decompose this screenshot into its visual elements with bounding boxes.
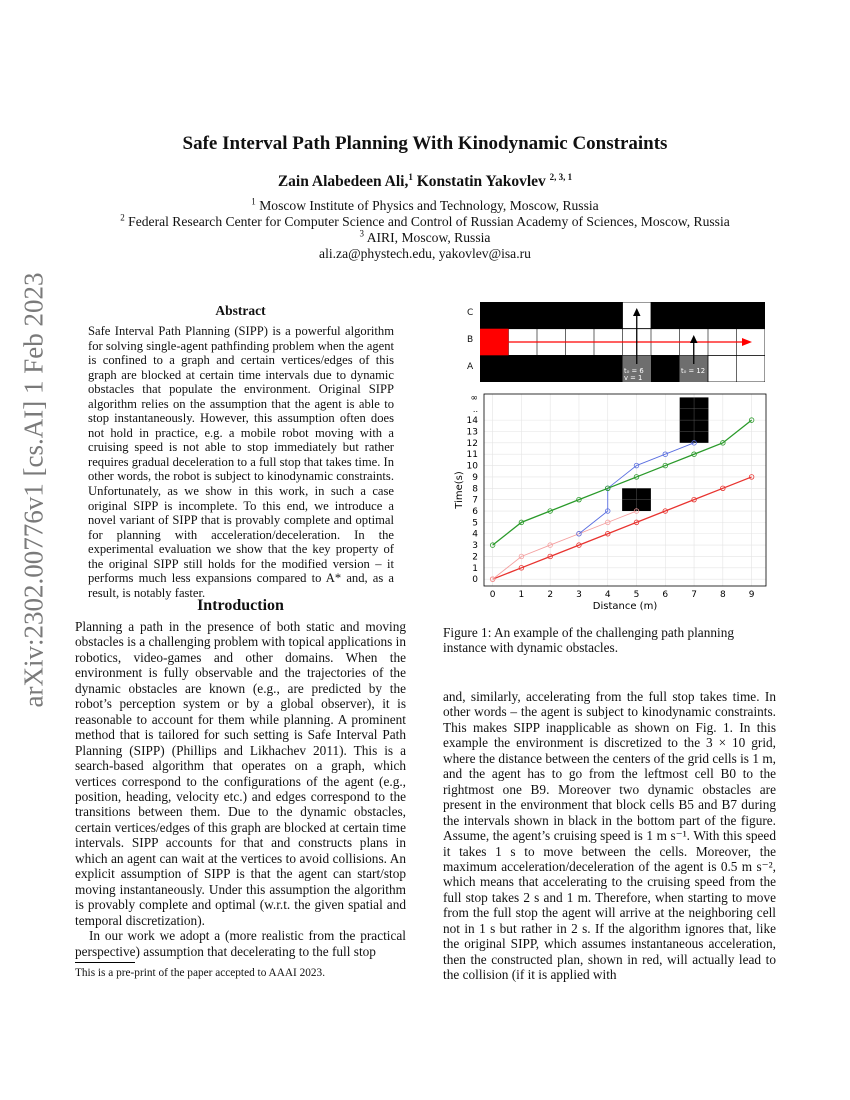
x-tick-label: 1	[518, 590, 525, 600]
affiliation-1: $^1$ Moscow Institute of Physics and Technology, Moscow, Russia	[251, 196, 599, 213]
y-tick-label: 1	[472, 563, 478, 574]
figure-caption: Figure 1: An example of the challenging path planning instance with dynamic obstacles.	[443, 625, 734, 656]
footnote-rule	[75, 962, 135, 963]
x-tick-label: 8	[719, 590, 726, 600]
wall-row-a-left	[480, 355, 623, 382]
x-tick-label: 4	[604, 590, 611, 600]
row-label-b: B	[467, 335, 474, 345]
author-list	[0, 173, 850, 191]
arxiv-identifier: arXiv:2302.00776v1 [cs.AI] 1 Feb 2023	[18, 272, 49, 708]
y-tick-label: 11	[466, 450, 478, 461]
y-tick-label: 12	[466, 438, 478, 449]
wall-row-c-right	[651, 302, 765, 329]
intro-paragraph-2: In our work we adopt a (more realistic from the practical perspective) assumption that decelerating to the full stop	[75, 928, 406, 959]
intro-paragraph-1: Planning a path in the presence of both static and moving obstacles is a challenging problem with topical applications in robotics, video-games and other domains. When the environment is fully observable and the trajectories of the dynamic obstacles are known (e.g., are predicted by the robot’s perception system or by a global observer), it is reasonable to account for them while planning. A prominent method that is tailored for such setting is Safe Interval Path Planning (SIPP) (Phillips and Likhachev 2011). This is a search-based algorithm that operates on a graph, which vertices correspond to the configurations of the agent (e.g., position, heading, velocity etc.) and edges correspond to the transitions between them. Due to the dynamic obstacles, certain vertices/edges of this graph are blocked at certain time intervals. SIPP accounts for that and constructs plans in which an agent can wait at the vertices to avoid collisions. An explicit assumption of SIPP is that the agent can start/stop moving instantaneously. Under this assumption the algorithm is provably complete and optimal (w.r.t. the given spatial and temporal discretization).	[75, 619, 406, 928]
introduction-heading: Introduction	[197, 597, 284, 614]
green-plan-line	[493, 420, 752, 545]
introduction-body	[75, 619, 406, 959]
x-tick-label: 3	[576, 590, 582, 600]
author-1: Zain Alabedeen Ali,	[277, 173, 409, 190]
paper-title: Safe Interval Path Planning With Kinodynamic Constraints	[182, 133, 668, 154]
x-tick-label: 5	[633, 590, 640, 600]
obstacle-2-time-label: t₀ = 12	[681, 367, 706, 375]
right-column-paragraph: and, similarly, accelerating from the full stop takes time. In other words – the agent is subject to kinodynamic constraints. This makes SIPP inapplicable as shown on Fig. 1. In this example the environment is discretized to the 3 × 10 grid, where the distance between the centers of the grid cells is 1 m, and the agent has to go from the leftmost cell B0 to the rightmost one B9. Moreover two dynamic obstacles are present in the environment that block cells B5 and B7 during the intervals shown in black in the bottom part of the figure. Assume, the agent’s cruising speed is 1 m s⁻¹. With this speed it takes 1 s to move between the cells. Moreover, the maximum acceleration/deceleration of the agent is 0.5 m s⁻², which means that accelerating to the cruising speed from the full stop takes 2 s and 1 m. Therefore, when starting to move from the full stop the agent will arrive at the neighboring cell not in 1 s but rather in 2 s. If the algorithm ignores that, like the original SIPP, which assumes instantaneous acceleration, then the constructed plan, shown in red, will actually lead to the collision (if it is applied with	[443, 689, 776, 983]
y-tick-label: 13	[466, 427, 478, 438]
time-distance-chart	[450, 386, 770, 611]
y-axis-label: Time(s)	[454, 471, 465, 509]
author-2-affiliation: 2, 3, 1	[549, 171, 573, 182]
y-tick-label: 7	[472, 495, 478, 506]
footnote: This is a pre-print of the paper accepted to AAAI 2023.	[75, 967, 326, 979]
right-column-body	[443, 689, 776, 983]
y-tick-label: 8	[472, 484, 478, 495]
author-2: Konstatin Yakovlev	[416, 173, 546, 190]
y-tick-label: 2	[472, 552, 478, 563]
x-tick-label: 9	[748, 590, 755, 600]
author-emails: ali.za@phystech.edu, yakovlev@isa.ru	[319, 246, 531, 261]
y-tick-label: 4	[472, 529, 478, 540]
wall-row-c-left	[480, 302, 623, 329]
abstract-text: Safe Interval Path Planning (SIPP) is a powerful algorithm for solving single-agent pathfinding problem when the agent is confined to a graph and certain vertices/edges of this graph are blocked at certain time intervals due to dynamic obstacles that populate the environment. Original SIPP algorithm relies on the assumption that the agent is able to stop instantaneously. However, this assumption often does not hold in practice, e.g. a mobile robot moving with a cruising speed is not able to stop immediately but rather requires gradual deceleration to a full stop that takes time. In other words, the robot is subject to kinodynamic constraints. Unfortunately, as we show in this work, in such a case original SIPP is incomplete. To this end, we introduce a novel variant of SIPP that is provably complete and optimal for planning with acceleration/deceleration. In the experimental evaluation we show that the key property of the original SIPP still holds for the modified version – it performs much less expansions compared to A* and, as a result, is notably faster.	[88, 324, 394, 600]
grid-figure	[480, 302, 765, 382]
x-tick-label: 0	[489, 590, 496, 600]
affiliation-2: $^2$ Federal Research Center for Computer Science and Control of Russian Academy of Sciences, Moscow, Russia	[120, 212, 730, 229]
affiliation-3: $^3$ AIRI, Moscow, Russia	[359, 228, 491, 245]
y-tick-label: 0	[472, 575, 478, 586]
abstract-heading: Abstract	[215, 303, 266, 318]
x-axis-label: Distance (m)	[592, 601, 658, 611]
y-tick-label: 5	[472, 518, 478, 529]
wall-row-a-mid	[651, 355, 680, 382]
row-label-c: C	[467, 308, 474, 318]
y-tick-label-dots: ..	[472, 404, 478, 414]
obstacle-1-speed-label: v = 1	[624, 374, 643, 382]
x-tick-label: 6	[662, 590, 669, 600]
y-tick-label: 14	[466, 416, 478, 427]
y-tick-label: 10	[466, 461, 478, 472]
x-tick-label: 7	[691, 590, 697, 600]
y-tick-label: 9	[472, 472, 478, 483]
y-tick-label-infinity: ∞	[470, 393, 478, 404]
x-tick-label: 2	[547, 590, 554, 600]
y-tick-label: 6	[472, 507, 478, 518]
red-plan-line	[493, 477, 752, 579]
y-tick-label: 3	[472, 541, 478, 552]
obstacle-1-time-label: t₀ = 6	[624, 367, 644, 375]
row-label-a: A	[467, 362, 474, 372]
author-1-affiliation: 1	[408, 171, 413, 182]
